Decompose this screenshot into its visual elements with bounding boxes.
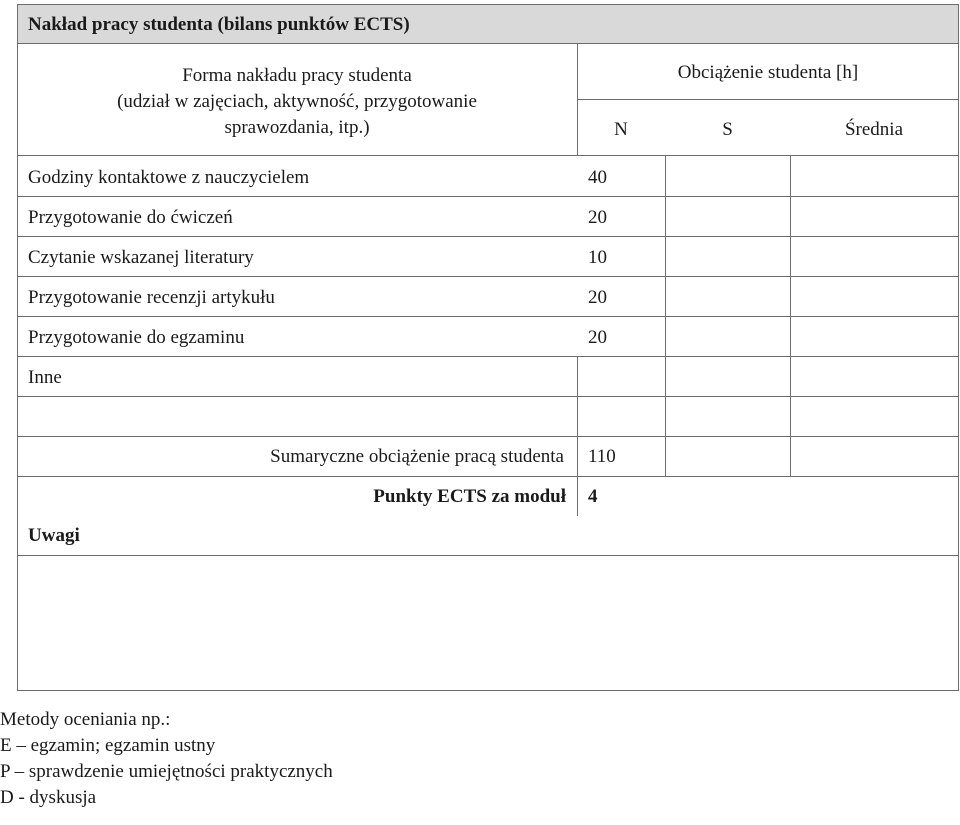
form-column-header <box>17 63 577 141</box>
row-n-value: 10 <box>588 247 607 268</box>
table-border-top <box>17 4 959 5</box>
ects-label: Punkty ECTS za moduł <box>373 486 566 507</box>
grid-line <box>665 155 666 476</box>
ects-value: 4 <box>588 486 598 507</box>
grid-line <box>790 155 791 476</box>
row-n-value: 20 <box>588 327 607 348</box>
grid-line <box>577 356 578 436</box>
section-title: Nakład pracy studenta (bilans punktów ECTS) <box>28 14 410 35</box>
row-label: Czytanie wskazanej literatury <box>28 247 254 268</box>
grid-line <box>17 356 959 357</box>
total-n-value: 110 <box>588 446 616 467</box>
form-column-header-line: sprawozdania, itp.) <box>224 117 370 138</box>
column-s-header: S <box>722 119 733 140</box>
column-average-header: Średnia <box>844 119 904 140</box>
row-label: Przygotowanie do egzaminu <box>28 327 245 348</box>
remarks-label: Uwagi <box>28 525 80 546</box>
row-label: Godziny kontaktowe z nauczycielem <box>28 167 310 188</box>
row-label: Przygotowanie do ćwiczeń <box>28 207 233 228</box>
row-n-value: 40 <box>588 167 607 188</box>
assessment-note: E – egzamin; egzamin ustny <box>0 735 216 756</box>
grid-line <box>17 436 959 437</box>
table-border-bottom <box>17 690 959 691</box>
row-n-value: 20 <box>588 287 607 308</box>
row-n-value: 20 <box>588 207 607 228</box>
row-label: Przygotowanie recenzji artykułu <box>28 287 275 308</box>
assessment-note: D - dyskusja <box>0 787 97 808</box>
grid-line <box>17 196 959 197</box>
grid-line <box>17 276 959 277</box>
grid-line <box>577 436 578 516</box>
column-n-header: N <box>614 119 628 140</box>
assessment-note: Metody oceniania np.: <box>0 709 171 730</box>
grid-line <box>17 43 959 44</box>
total-label: Sumaryczne obciążenie pracą studenta <box>270 446 564 467</box>
grid-line <box>17 555 959 556</box>
grid-line <box>17 236 959 237</box>
load-header: Obciążenie studenta [h] <box>677 62 859 83</box>
form-column-header-line: (udział w zajęciach, aktywność, przygotowanie <box>117 91 477 112</box>
row-label: Inne <box>28 367 62 388</box>
form-column-header-line: Forma nakładu pracy studenta <box>182 65 412 86</box>
table-border-right <box>958 4 959 691</box>
assessment-notes <box>0 707 333 811</box>
grid-line <box>17 396 959 397</box>
assessment-note: P – sprawdzenie umiejętności praktycznych <box>0 761 333 782</box>
grid-line <box>17 476 959 477</box>
grid-line <box>577 99 959 100</box>
grid-line <box>17 316 959 317</box>
grid-line <box>17 155 959 156</box>
